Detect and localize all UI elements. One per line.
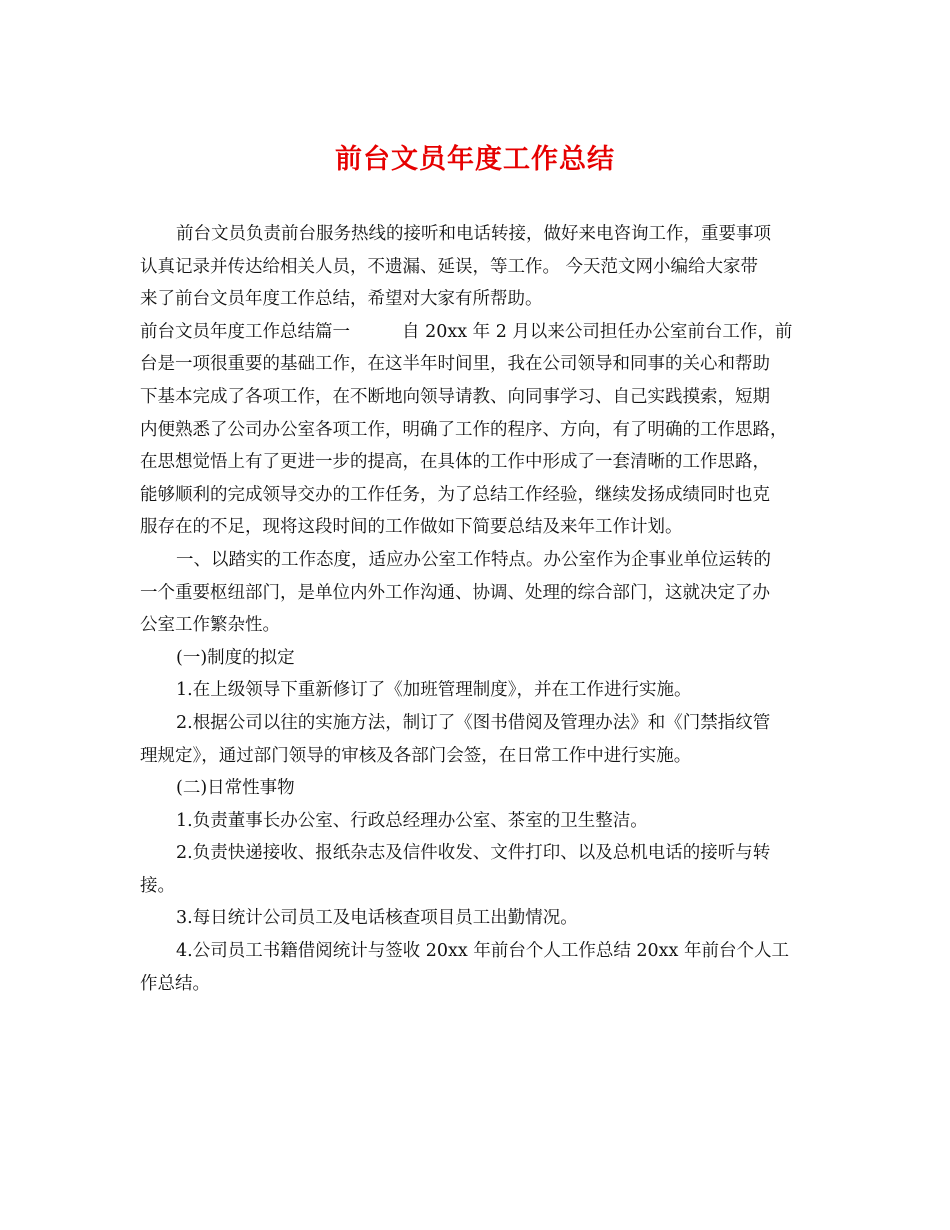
paragraph-line: 一个重要枢纽部门，是单位内外工作沟通、协调、处理的综合部门，这就决定了办: [140, 582, 770, 603]
section-heading-line: [140, 316, 830, 349]
list-item: 1.负责董事长办公室、行政总经理办公室、茶室的卫生整洁。: [176, 810, 648, 831]
list-item: 2.根据公司以往的实施方法，制订了《图书借阅及管理办法》和《门禁指纹管: [176, 712, 771, 733]
paragraph-line: 内便熟悉了公司办公室各项工作，明确了工作的程序、方向，有了明确的工作思路，: [140, 419, 788, 440]
paragraph-text: 自 20xx 年 2 月以来公司担任办公室前台工作，前: [402, 321, 793, 342]
paragraph-line: 认真记录并传达给相关人员，不遗漏、延误，等工作。 今天范文网小编给大家带: [140, 256, 759, 277]
document-title: 前台文员年度工作总结: [335, 144, 615, 175]
list-item: 3.每日统计公司员工及电话核查项目员工出勤情况。: [176, 908, 578, 929]
paragraph-line: 一、以踏实的工作态度，适应办公室工作特点。办公室作为企事业单位运转的: [176, 549, 771, 570]
section-heading: 前台文员年度工作总结篇一: [140, 321, 350, 342]
paragraph-line: 作总结。: [140, 973, 210, 994]
paragraph-line: 来了前台文员年度工作总结，希望对大家有所帮助。: [140, 289, 543, 310]
paragraph-line: 接。: [140, 875, 175, 896]
paragraph-line: 下基本完成了各项工作，在不断地向领导请教、向同事学习、自己实践摸索，短期: [140, 386, 770, 407]
paragraph-line: 前台文员负责前台服务热线的接听和电话转接，做好来电咨询工作，重要事项: [176, 224, 771, 244]
paragraph-line: 服存在的不足，现将这段时间的工作做如下简要总结及来年工作计划。: [140, 517, 683, 538]
list-item: 4.公司员工书籍借阅统计与签收 20xx 年前台个人工作总结 20xx 年前台个人工: [176, 941, 789, 962]
subheading-line: (二)日常性事物: [176, 778, 295, 799]
paragraph-line: 能够顺利的完成领导交办的工作任务，为了总结工作经验，继续发扬成绩同时也克: [140, 484, 770, 505]
paragraph-line: 在思想觉悟上有了更进一步的提高，在具体的工作中形成了一套清晰的工作思路，: [140, 452, 770, 473]
paragraph-line: 公室工作繁杂性。: [140, 615, 280, 636]
list-item: 1.在上级领导下重新修订了《加班管理制度》，并在工作进行实施。: [176, 680, 692, 701]
subheading-line: (一)制度的拟定: [176, 647, 295, 668]
document-body: [140, 218, 830, 1000]
list-item: 2.负责快递接收、报纸杂志及信件收发、文件打印、以及总机电话的接听与转: [176, 843, 771, 864]
paragraph-line: 台是一项很重要的基础工作，在这半年时间里，我在公司领导和同事的关心和帮助: [140, 354, 770, 375]
paragraph-line: 理规定》，通过部门领导的审核及各部门会签，在日常工作中进行实施。: [140, 745, 692, 766]
